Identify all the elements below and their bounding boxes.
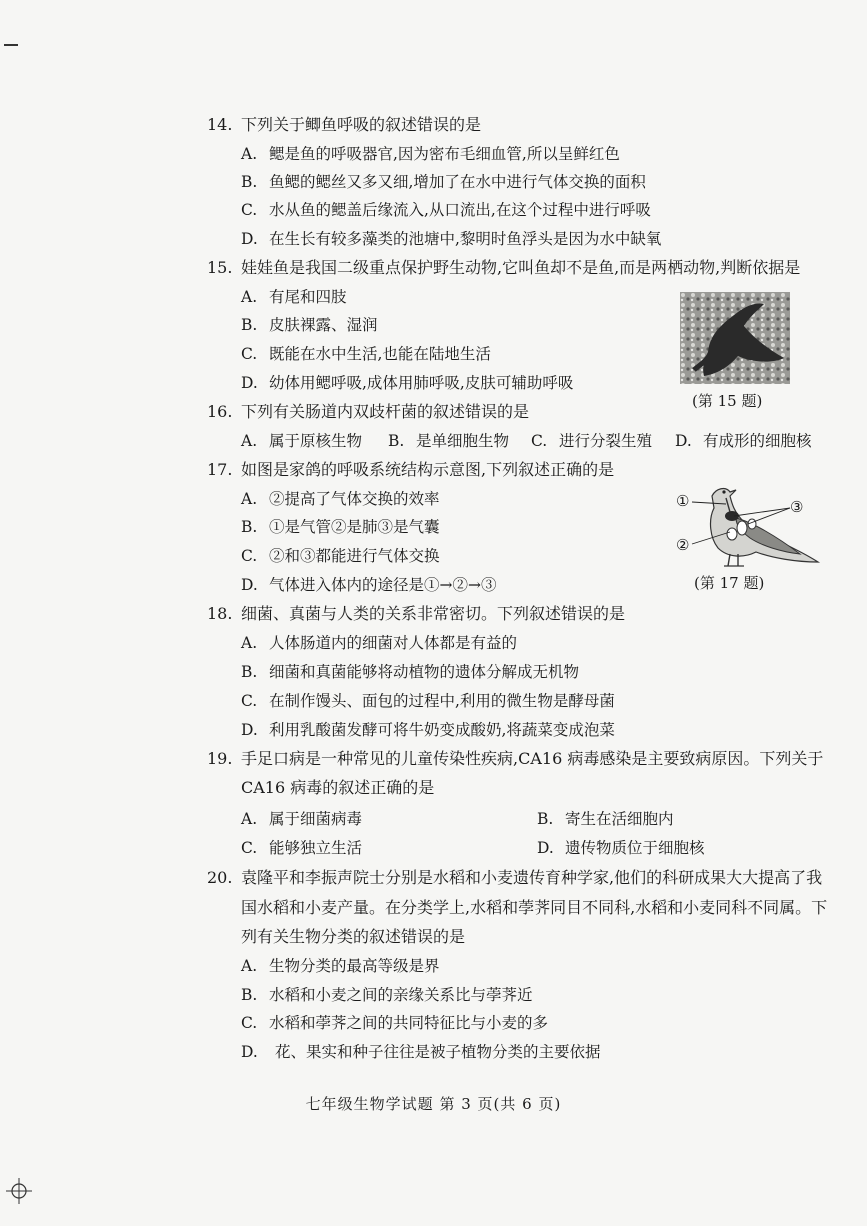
question-stem: 细菌、真菌与人类的关系非常密切。下列叙述错误的是: [241, 604, 626, 623]
question-stem: 下列关于鲫鱼呼吸的叙述错误的是: [241, 115, 482, 134]
salamander-photo: [680, 292, 790, 384]
option-a: A. ②提高了气体交换的效率: [241, 490, 440, 508]
option-a: A. 鳃是鱼的呼吸器官,因为密布毛细血管,所以呈鲜红色: [241, 145, 620, 163]
question-number: 17.: [207, 460, 233, 479]
option-b: B. 寄生在活细胞内: [537, 810, 674, 828]
question-number: 16.: [207, 402, 233, 421]
question-stem: 袁隆平和李振声院士分别是水稻和小麦遗传育种学家,他们的科研成果大大提高了我: [241, 868, 823, 887]
question-19: [207, 745, 823, 773]
page-footer: 七年级生物学试题 第 3 页(共 6 页): [305, 1095, 562, 1113]
question-stem: 娃娃鱼是我国二级重点保护野生动物,它叫鱼却不是鱼,而是两栖动物,判断依据是: [241, 258, 801, 277]
question-stem-continued: CA16 病毒的叙述正确的是: [241, 778, 435, 797]
option-b: B. 皮肤裸露、湿润: [241, 316, 378, 334]
option-b: B. 水稻和小麦之间的亲缘关系比与荸荠近: [241, 986, 533, 1004]
question-stem: 如图是家鸽的呼吸系统结构示意图,下列叙述正确的是: [241, 460, 615, 479]
option-c: C. 水稻和荸荠之间的共同特征比与小麦的多: [241, 1014, 549, 1032]
question-14: [207, 111, 481, 139]
registration-crosshair-icon: [6, 1178, 32, 1204]
option-a: A. 人体肠道内的细菌对人体都是有益的: [241, 634, 518, 652]
question-number: 15.: [207, 258, 233, 277]
option-d: D. 利用乳酸菌发酵可将牛奶变成酸奶,将蔬菜变成泡菜: [241, 721, 615, 739]
option-b: B. 鱼鳃的鳃丝又多又细,增加了在水中进行气体交换的面积: [241, 173, 646, 191]
option-d: D. 花、果实和种子往往是被子植物分类的主要依据: [241, 1043, 601, 1061]
option-a: A. 属于细菌病毒: [241, 810, 363, 828]
question-17: [207, 456, 614, 484]
option-a: A. 生物分类的最高等级是界: [241, 957, 440, 975]
question-number: 18.: [207, 604, 233, 623]
option-b: B. 是单细胞生物: [388, 432, 510, 450]
option-c: C. 既能在水中生活,也能在陆地生活: [241, 345, 491, 363]
question-stem-continued: 国水稻和小麦产量。在分类学上,水稻和荸荠同目不同科,水稻和小麦同科不同属。下: [241, 898, 828, 917]
figure-caption: (第 15 题): [692, 392, 763, 410]
question-stem-continued-2: 列有关生物分类的叙述错误的是: [241, 927, 466, 946]
option-c: C. 进行分裂生殖: [531, 432, 653, 450]
option-d: D. 遗传物质位于细胞核: [537, 839, 705, 857]
label-2: ②: [676, 536, 690, 554]
question-number: 14.: [207, 115, 233, 134]
question-18: [207, 600, 625, 628]
option-c: C. 能够独立生活: [241, 839, 363, 857]
option-b: B. 细菌和真菌能够将动植物的遗体分解成无机物: [241, 663, 580, 681]
margin-mark: [4, 44, 18, 46]
option-d: D. 有成形的细胞核: [675, 432, 812, 450]
option-d: D. 在生长有较多藻类的池塘中,黎明时鱼浮头是因为水中缺氧: [241, 230, 662, 248]
option-b: B. ①是气管②是肺③是气囊: [241, 518, 440, 536]
figure-caption: (第 17 题): [694, 574, 765, 592]
option-a: A. 有尾和四肢: [241, 288, 347, 306]
label-1: ①: [676, 492, 690, 510]
question-stem: 下列有关肠道内双歧杆菌的叙述错误的是: [241, 402, 530, 421]
question-15: [207, 254, 800, 282]
option-c: C. 在制作馒头、面包的过程中,利用的微生物是酵母菌: [241, 692, 615, 710]
question-16: [207, 398, 529, 426]
option-a: A. 属于原核生物: [241, 432, 363, 450]
question-number: 19.: [207, 749, 233, 768]
pigeon-diagram: [672, 478, 822, 570]
label-3: ③: [790, 498, 804, 516]
option-c: C. ②和③都能进行气体交换: [241, 547, 440, 565]
option-c: C. 水从鱼的鳃盖后缘流入,从口流出,在这个过程中进行呼吸: [241, 201, 651, 219]
question-number: 20.: [207, 868, 233, 887]
question-20: [207, 864, 822, 892]
option-d: D. 气体进入体内的途径是①→②→③: [241, 576, 497, 594]
option-d: D. 幼体用鳃呼吸,成体用肺呼吸,皮肤可辅助呼吸: [241, 374, 574, 392]
question-stem: 手足口病是一种常见的儿童传染性疾病,CA16 病毒感染是主要致病原因。下列关于: [241, 749, 824, 768]
